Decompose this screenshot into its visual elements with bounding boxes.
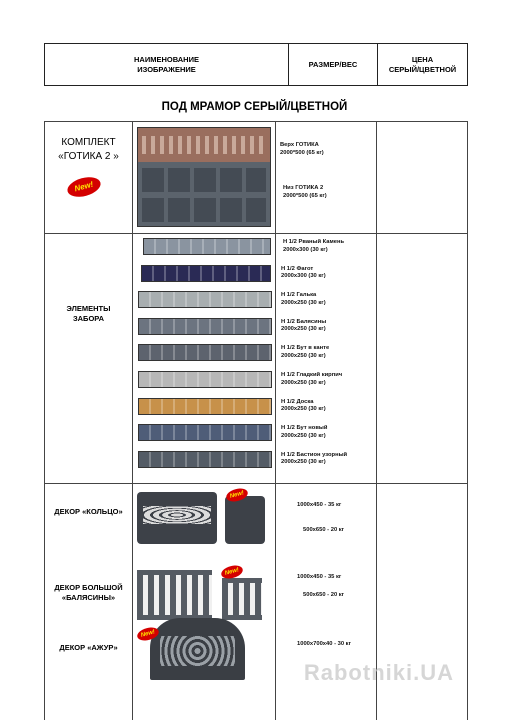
column-divider [132,122,133,720]
element-size-label: Н 1/2 Балясины 2000x250 (30 кг) [281,318,327,333]
section-title: ПОД МРАМОР СЕРЫЙ/ЦВЕТНОЙ [161,101,348,113]
balyasiny-size-1: 1000x450 - 35 кг [297,574,342,580]
balyasiny-size-2: 500x650 - 20 кг [303,592,345,598]
kolco-size-1: 1000x450 - 35 кг [297,502,342,508]
elements-label: ЭЛЕМЕНТЫ ЗАБОРА [66,304,111,324]
kolco-size-2: 500x650 - 20 кг [303,527,345,533]
element-strip-image [138,318,272,335]
element-size-label: Н 1/2 Доска 2000x250 (30 кг) [281,398,326,413]
gotika-top-size: Верх ГОТИКА 2000*500 (65 кг) [280,142,324,156]
element-size-label: Н 1/2 Фагот 2000x300 (30 кг) [281,265,326,280]
new-badge: New! [220,563,244,580]
azhur-image [150,618,245,680]
element-strip-image [138,398,272,415]
header-price-column: ЦЕНА СЕРЫЙ/ЦВЕТНОЙ [388,55,457,74]
kolco-image [137,492,265,544]
new-badge: New! [225,486,249,503]
element-size-label: Н 1/2 Галька 2000x250 (30 кг) [281,292,326,306]
element-size-label: Н 1/2 Бут в канте 2000x250 (30 кг) [281,345,330,359]
gotika-image [137,127,271,227]
table-header [44,43,468,86]
element-size-label: Н 1/2 Рваный Камень 2000x300 (30 кг) [283,239,345,253]
element-strip-image [141,265,271,282]
element-size-label: Н 1/2 Гладкий кирпич 2000x250 (30 кг) [281,372,343,386]
element-strip-image [138,451,272,468]
element-strip-image [138,344,272,361]
kolco-label: ДЕКОР «КОЛЬЦО» [54,507,123,516]
azhur-size-1: 1000x700x40 - 30 кг [297,641,351,647]
column-divider [275,122,276,720]
balyasiny-image [137,570,267,620]
column-divider [376,122,377,720]
azhur-label: ДЕКОР «АЖУР» [59,643,118,652]
header-name-column: НАИМЕНОВАНИЕ ИЗОБРАЖЕНИЕ [45,44,289,85]
price-table [44,121,468,720]
header-size-column: РАЗМЕР/ВЕС [289,44,378,85]
new-badge: New! [65,174,103,200]
element-strip-image [138,424,272,441]
element-size-label: Н 1/2 Бастион узорный 2000x250 (30 кг) [281,451,348,466]
element-strip-image [138,291,272,308]
element-size-label: Н 1/2 Бут новый 2000x250 (30 кг) [281,425,328,439]
gotika-top-panel [138,128,270,162]
new-badge: New! [136,625,160,642]
gotika-bottom-size: Низ ГОТИКА 2 2000*500 (65 кг) [283,185,327,199]
row-divider [45,233,467,234]
gotika-label: КОМПЛЕКТ «ГОТИКА 2 » [58,137,119,162]
element-strip-image [143,238,271,255]
element-strip-image [138,371,272,388]
balyasiny-label: ДЕКОР БОЛЬШОЙ «БАЛЯСИНЫ» [54,583,123,603]
row-divider [45,483,467,484]
watermark: Rabotniki.UA [303,660,454,685]
